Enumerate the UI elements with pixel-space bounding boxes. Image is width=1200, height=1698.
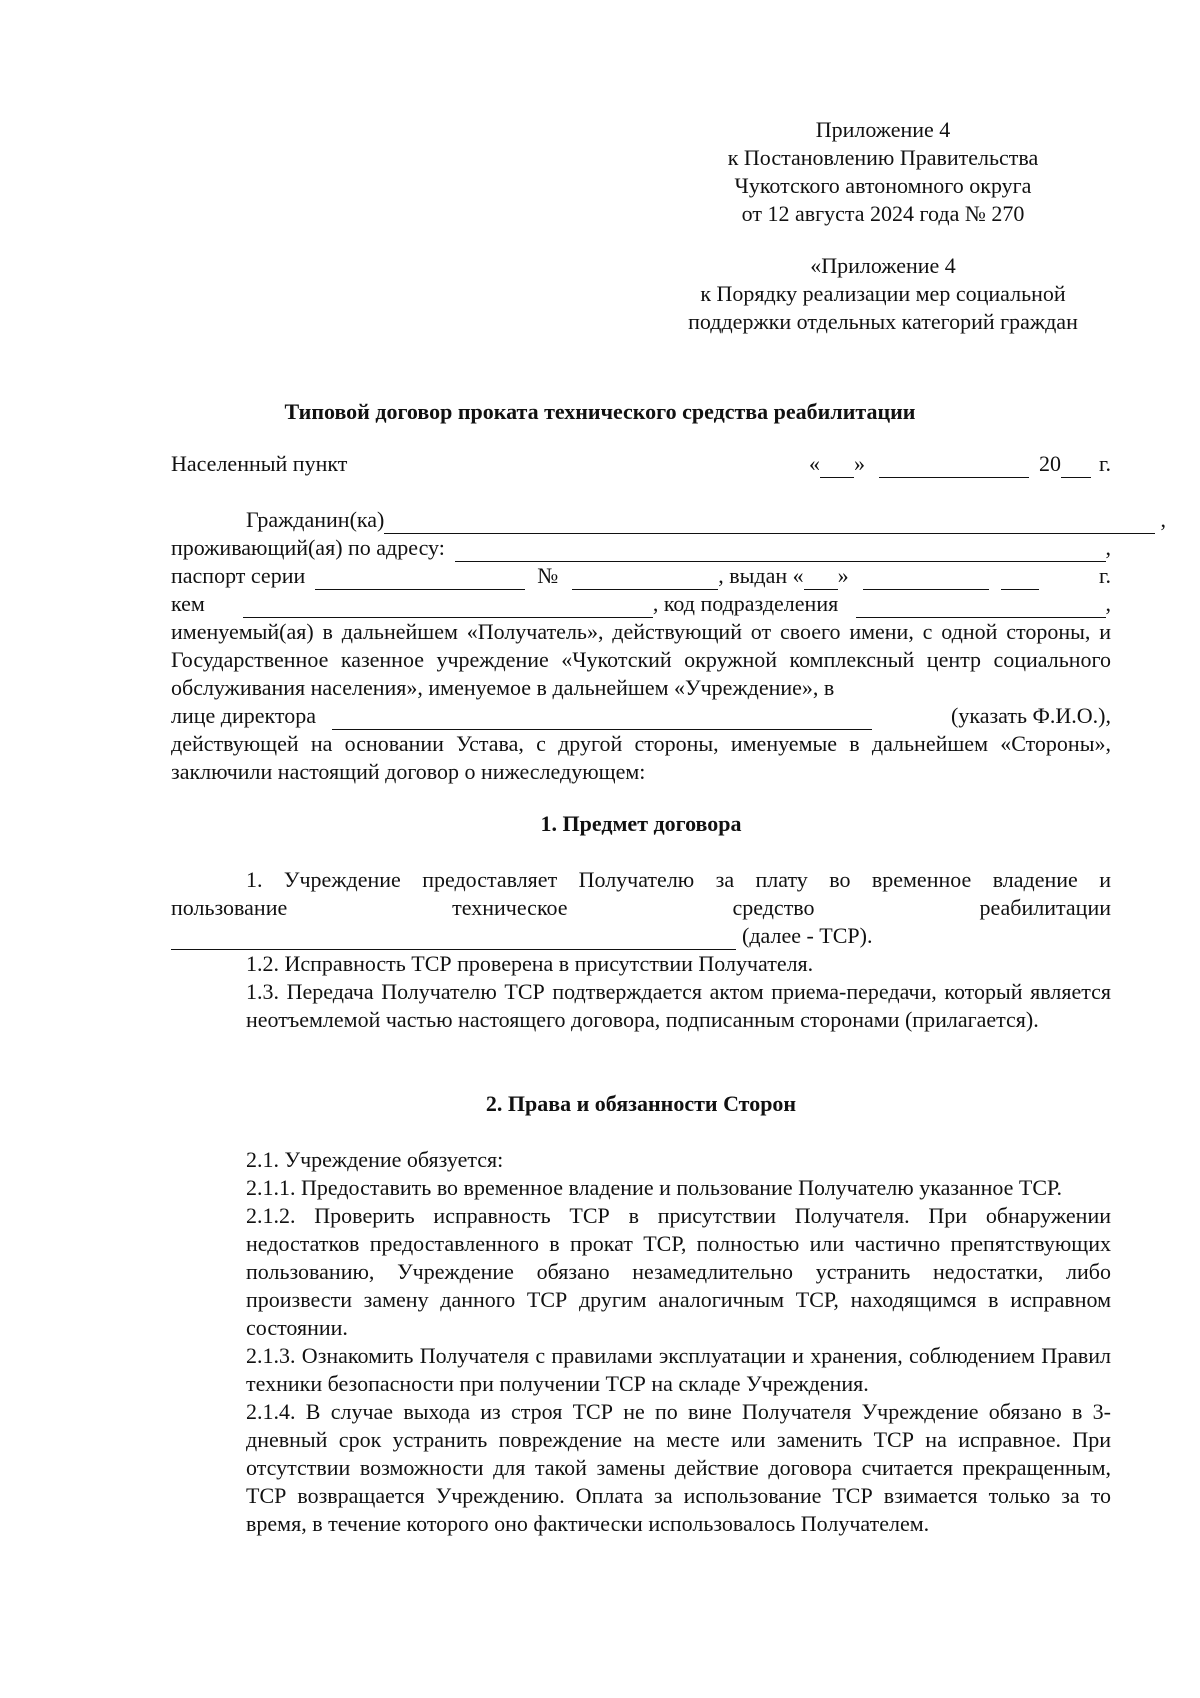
tsr-name-blank[interactable] xyxy=(171,929,736,950)
section-2 xyxy=(171,1090,1111,1538)
appendix-header-2 xyxy=(648,252,1118,336)
clause-1-line-1: 1. Учреждение предоставляет Получателю за плату во временное владение и xyxy=(246,867,1111,892)
word: пользование xyxy=(171,895,288,920)
by-label: кем xyxy=(171,591,205,616)
month-blank[interactable] xyxy=(879,457,1029,478)
comma: , xyxy=(1105,591,1111,616)
issued-label: , выдан « xyxy=(718,563,804,588)
issued-by-blank[interactable] xyxy=(243,597,653,618)
comma: , xyxy=(1105,535,1111,560)
word: реабилитации xyxy=(979,895,1111,920)
place-date-row xyxy=(171,450,1111,478)
year-prefix: 20 xyxy=(1038,451,1061,476)
year-suffix: г. xyxy=(1098,563,1111,588)
fio-note: (указать Ф.И.О.), xyxy=(951,703,1111,728)
date-close: » xyxy=(853,451,865,476)
issued-year-blank[interactable] xyxy=(1001,569,1039,590)
address-label: проживающий(ая) по адресу: xyxy=(171,535,445,560)
citizen-blank[interactable] xyxy=(384,513,1154,534)
number-sign: № xyxy=(537,563,559,588)
clause-2-1-1: 2.1.1. Предоставить во временное владение и пользование Получателю указанное ТСР. xyxy=(246,1175,1062,1200)
director-label: лице директора xyxy=(171,703,317,728)
section-title: 2. Права и обязанности Сторон xyxy=(485,1091,797,1116)
comma: , xyxy=(1160,507,1166,532)
address-blank[interactable] xyxy=(455,541,1106,562)
issued-month-blank[interactable] xyxy=(863,569,989,590)
parties-block xyxy=(171,506,1166,786)
division-code-blank[interactable] xyxy=(856,597,1105,618)
clause-2-1-2: 2.1.2. Проверить исправность ТСР в присутствии Получателя. При обнаружении недостатков предоставленного в прокат ТСР, полностью или частично препятствующих пользованию, Учреждение обязано незамедлительно устранить недостатки, либо произвести замену данного ТСР другим аналогичным ТСР, находящимся в исправном состоянии. xyxy=(246,1203,1111,1340)
clause-1-3: 1.3. Передача Получателю ТСР подтверждается актом приема-передачи, который является неотъемлемой частью настоящего договора, подписанным сторонами (прилагается). xyxy=(246,979,1111,1032)
section-title: 1. Предмет договора xyxy=(540,811,742,836)
header-line: Чукотского автономного округа xyxy=(734,173,1032,198)
clause-2-1: 2.1. Учреждение обязуется: xyxy=(246,1147,504,1172)
header-line: к Порядку реализации мер социальной xyxy=(700,281,1066,306)
parties-paragraph: именуемый(ая) в дальнейшем «Получатель», действующий от своего имени, с одной стороны, и Государственное казенное учреждение «Чукотский окружной комплексный центр социального обслуживания населения», именуемое в дальнейшем «Учреждение», в xyxy=(171,619,1111,700)
header-line: поддержки отдельных категорий граждан xyxy=(688,309,1078,334)
section-1 xyxy=(171,810,1111,1034)
year-suffix: г. xyxy=(1098,451,1111,476)
tsr-abbrev: (далее - ТСР). xyxy=(742,923,873,948)
document-title: Типовой договор проката технического средства реабилитации xyxy=(284,399,916,424)
header-line: к Постановлению Правительства xyxy=(727,145,1039,170)
word: техническое xyxy=(452,895,568,920)
header-line: «Приложение 4 xyxy=(810,253,956,278)
code-label: , код подразделения xyxy=(652,591,839,616)
clause-1-line-2 xyxy=(171,894,1111,922)
clause-2-1-3: 2.1.3. Ознакомить Получателя с правилами эксплуатации и хранения, соблюдением Правил техники безопасности при получении ТСР на складе Учреждения. xyxy=(246,1343,1111,1396)
header-line: Приложение 4 xyxy=(815,117,951,142)
year-blank[interactable] xyxy=(1061,457,1091,478)
clause-2-1-4: 2.1.4. В случае выхода из строя ТСР не по вине Получателя Учреждение обязано в 3-дневный срок устранить повреждение на месте или заменить ТСР на исправное. При отсутствии возможности для такой замены действие договора считается прекращенным, ТСР возвращается Учреждению. Оплата за использование ТСР взимается только за то время, в течение которого оно фактически использовалось Получателем. xyxy=(246,1399,1111,1536)
word: средство xyxy=(732,895,815,920)
place-label: Населенный пункт xyxy=(171,451,348,476)
date-open: « xyxy=(808,451,820,476)
day-blank[interactable] xyxy=(820,457,854,478)
appendix-header xyxy=(648,116,1118,228)
passport-series-blank[interactable] xyxy=(315,569,525,590)
parties-paragraph-2: действующей на основании Устава, с другой стороны, именуемые в дальнейшем «Стороны», заключили настоящий договор о нижеследующем: xyxy=(171,731,1111,784)
issued-day-blank[interactable] xyxy=(804,569,838,590)
issued-close: » xyxy=(837,563,849,588)
passport-number-blank[interactable] xyxy=(572,569,718,590)
header-line: от 12 августа 2024 года № 270 xyxy=(741,201,1025,226)
director-name-blank[interactable] xyxy=(332,709,872,730)
clause-1-2: 1.2. Исправность ТСР проверена в присутствии Получателя. xyxy=(246,951,814,976)
citizen-label: Гражданин(ка) xyxy=(246,507,385,532)
passport-label: паспорт серии xyxy=(171,563,306,588)
